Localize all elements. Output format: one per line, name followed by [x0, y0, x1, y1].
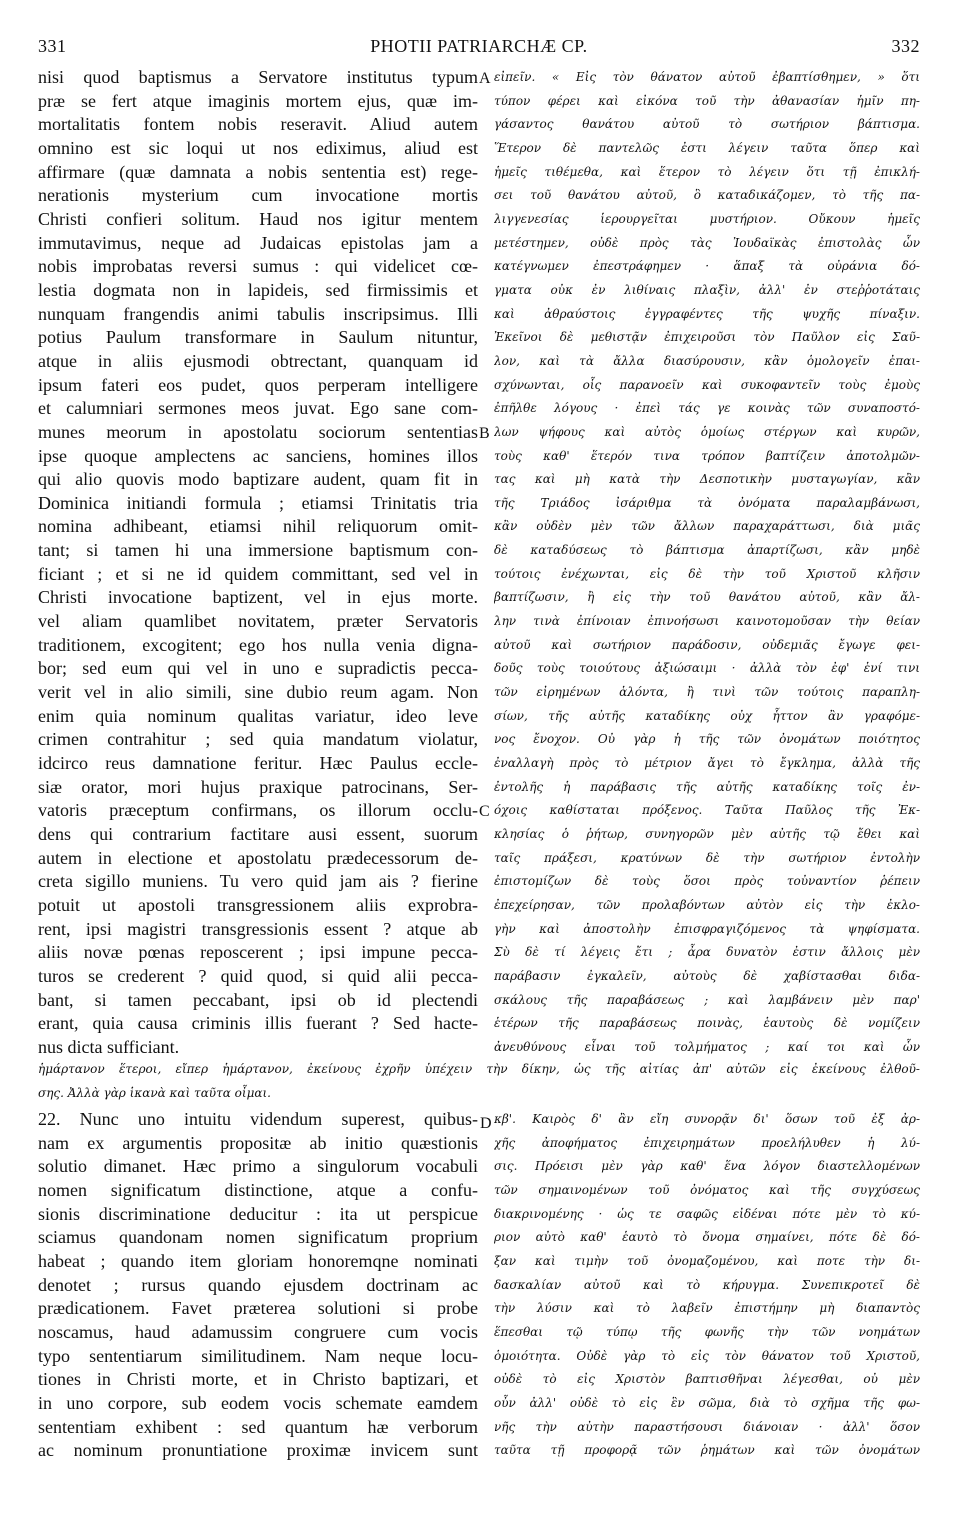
text-line: ταῖς πράξεσι, κρατύνων δὲ τὴν σωτήριον ἐντολὴν: [494, 850, 920, 865]
text-line: habeat ; quando item gloriam honoremqne nominati: [38, 1250, 478, 1271]
text-line: λον, καὶ τὰ ἄλλα διασύρουσιν, κἂν ὁμολογεῖν ἐπαι-: [494, 353, 920, 368]
running-title: PHOTII PATRIARCHÆ CP.: [370, 36, 588, 56]
text-line: mortalitatis fontem nobis reseravit. Aliud autem: [38, 114, 478, 135]
text-line: munes meorum in apostolatu sociorum sententias: [38, 421, 478, 442]
text-line: tiones in Christi morte, et in Christo baptizari, et: [38, 1369, 478, 1390]
text-line: nisi quod baptismus a Servatore institutus typum: [38, 67, 478, 87]
text-line: κατέγνωμεν ἐπεστράφημεν · ἅπαξ τὰ οὐράνια δό-: [494, 259, 920, 274]
page-number-right: 332: [891, 36, 920, 56]
text-line: potuit ut apostoli transgressionem aliis exprobra-: [38, 894, 478, 915]
text-line: ipse quoque amplectens ac sanciens, homines illos: [38, 445, 478, 466]
text-line: ipsum fateri eos pudet, quos perperam intelligere: [38, 374, 478, 395]
text-line: σίων, τῆς αὐτῆς καταδίκης οὐχ ἧττον ἂν γραφόμε-: [494, 708, 920, 723]
text-line: τῆς Τριάδος ἰσάριθμα τὰ ὀνόματα παραλαμβάνωσι,: [494, 495, 920, 510]
text-line: σκάλους τῆς παραβάσεως ; καὶ λαμβάνειν μὲν παρ': [494, 992, 920, 1007]
text-line: αὐτοῦ καὶ σωτήριον παράδοσιν, οὐδεμιᾶς ἔγωγε φει-: [494, 637, 920, 652]
text-line: crimen contrahitur ; sed quia mandatum violatur,: [38, 729, 478, 750]
text-line: nunquam frangendis animi tabulis inscripsimus. Illi: [38, 303, 478, 324]
text-line: creta sigillo muniens. Tu vero quid jam ais ? fierine: [38, 871, 478, 892]
text-line: ἀνευθύνους εἶναι τοῦ τολμήματος ; καί τοι καὶ ὧν: [494, 1039, 920, 1054]
text-line: lestia dogmata non in lapideis, sed firmissimis et: [38, 279, 478, 300]
text-line: nerationis mysterium cum invocatione mortis: [38, 185, 478, 206]
text-line: turos se crederent ? quid quod, si quid alii pecca-: [38, 965, 478, 986]
text-line: λιγγενεσίας ἱερουργεῖται μυστήριον. Οὔκουν ἡμεῖς: [494, 211, 920, 226]
text-line: κλησίας ὁ ῥήτωρ, συνηγορῶν μὲν αὐτῆς τῷ ἔθει καὶ: [494, 827, 920, 841]
text-line: νος ἔνοχον. Οὐ γὰρ ἡ τῆς τῶν ὀνομάτων ποιότητος: [494, 732, 920, 747]
text-line: sciamus quandonam nomen significatum proprium: [38, 1227, 478, 1248]
text-line: rent, ipsi magistri transgressionis essent ? atque ab: [38, 918, 478, 939]
text-line: Christi confieri solitum. Haud nos igitur mentem: [38, 208, 478, 229]
text-line: ἐπεχείρησαν, τῶν προλαβόντων αὐτὸν εἰς τὴν ἐκλο-: [494, 897, 920, 912]
text-line: potius Paulum transformare in Saulum nituntur,: [38, 327, 478, 348]
greek-column-top: [494, 66, 920, 1060]
text-line: γματα οὐκ ἐν λιθίναις πλαξὶν, ἀλλ' ἐν στεῤῥοτάταις: [494, 282, 920, 297]
text-line: Dominica initiandi formula ; etiamsi Trinitatis tria: [38, 492, 478, 513]
text-line: sententiam exhibent : sed quantum hæ verborum: [38, 1416, 478, 1437]
text-line: ριον αὐτὸ καθ' ἑαυτὸ τὸ ὄνομα σημαίνει, πότε δὲ δό-: [494, 1230, 920, 1245]
text-line: dens qui contrarium factitare ausi essent, suorum: [38, 824, 478, 844]
text-line: ἑτέρων τῆς παραβάσεως ποινὰς, ἑαυτοὺς δὲ νομίζειν: [494, 1016, 920, 1031]
text-line: ἡμεῖς τιθέμεθα, καὶ ἕτερον τὸ λέγειν ὅτι τῇ ἐπικλή-: [494, 164, 920, 179]
text-line: typo sententiarum similitudinem. Nam neque locu-: [38, 1345, 478, 1366]
text-line: bor; sed eum qui vel in uno e supradictis pecca-: [38, 658, 478, 679]
text-line: διακρινομένης · ὡς τε σαφῶς εἰδέναι πότε μὲν τὸ κύ-: [494, 1206, 920, 1221]
text-line: ἐναλλαγὴ πρὸς τὸ μέτριον ἄγει τὸ ἔγκλημα, ἀλλὰ τῆς: [494, 756, 920, 771]
text-line: τούτοις ἐνέχωνται, εἰς δὲ τὴν τοῦ Χριστοῦ κλῆσιν: [494, 566, 920, 581]
text-line: atque in aliis ejusmodi obtrectant, quanquam id: [38, 350, 478, 371]
text-line: κἂν οὐδὲν μὲν τῶν ἄλλων παραχαράττωσι, διὰ μιᾶς: [494, 519, 920, 534]
text-line: καὶ ἀθραύστοις ἐγγραφέντες τῆς ψυχῆς πίναξιν.: [494, 306, 920, 321]
text-line: λων ψήφους καὶ αὐτὸς ὁμοίως στέργων καὶ κυρῶν,: [494, 424, 920, 439]
text-line: nomen significatum distinctione, atque a confu-: [38, 1179, 478, 1200]
text-line: χῆς ἀποφήματος ἐπιχειρημάτων προελήλυθεν ἡ λύ-: [494, 1135, 920, 1150]
text-line: affirmare (quæ damnata a nobis sententia est) rege-: [38, 161, 478, 182]
text-line: ἡμάρτανον ἕτεροι, εἴπερ ἡμάρτανον, ἐκείνους ἐχρῆν ὑπέχειν τὴν δίκην, ὡς τῆς αἰτίας ἀπ' αὐτῶν εἰς ἐκείνους ἐλθοῦ-: [38, 1062, 920, 1076]
text-line: nobis improbatas reversi sumus : qui videlicet cœ-: [38, 256, 478, 277]
text-line: οὐδὲ τὸ εἰς Χριστὸν βαπτισθῆναι λέγεσθαι, οὐ μὲν: [494, 1372, 920, 1387]
text-line: vel aliam quamlibet novitatem, præter Servatoris: [38, 611, 478, 632]
text-line: tant; si tamen hi una immersione baptismum con-: [38, 540, 478, 561]
text-line: Christi invocatione baptizent, vel in ejus morte.: [38, 587, 478, 608]
text-line: sionis discriminatione deducitur : ita ut perspicue: [38, 1203, 478, 1224]
text-line: præ se fert atque imaginis mortem ejus, quæ im-: [38, 90, 478, 111]
latin-column-bottom: [38, 1108, 478, 1463]
text-line: ὁμοιότητα. Οὐδὲ γὰρ τὸ εἰς τὸν θάνατον τοῦ Χριστοῦ,: [494, 1348, 920, 1363]
text-line: qui alio quovis modo baptizare audent, quam fit in: [38, 469, 478, 490]
text-line: bant, si tamen peccabant, ipsi ob id plectendi: [38, 989, 478, 1010]
running-header: [38, 36, 920, 58]
text-line: τῶν εἰρημένων ἁλόντα, ἢ τινὶ τῶν τούτοις παραπλη-: [494, 685, 920, 700]
text-line: 22. Nunc uno intuitu videndum superest, quibus-: [38, 1109, 478, 1129]
text-line: noscamus, haud adamussim congruere cum vocis: [38, 1321, 478, 1342]
text-line: idcirco reus damnatione feritur. Hæc Paulus eccle-: [38, 753, 478, 774]
text-line: ficiant ; et si ne id quidem committant, sed vel in: [38, 563, 478, 584]
text-line: Ἕτερον δὲ παντελῶς ἐστι λέγειν ταῦτα ὅπερ καὶ: [494, 140, 920, 155]
text-line: ταῦτα τῇ προφορᾷ τῶν ῥημάτων καὶ τῶν ὀνομάτων: [494, 1443, 920, 1458]
text-line: λην τινὰ ἐπίνοιαν ἐπινοήσωσι καινοτομοῦσαν τὴν θείαν: [494, 614, 920, 629]
text-line: γάσαντος θανάτου αὐτοῦ τὸ σωτήριον βάπτισμα.: [494, 117, 920, 132]
text-line: τας καὶ μὴ κατὰ τὴν Δεσποτικὴν μυσταγωγίαν, κἂν: [494, 472, 920, 487]
text-line: τοὺς καθ' ἕτερόν τινα τρόπον βαπτίζειν ἀποτολμῶν-: [494, 448, 920, 463]
section-marker-d: D: [480, 1115, 492, 1132]
text-line: prædicationem. Favet præterea solutioni si probe: [38, 1298, 478, 1319]
text-line: ἐπῆλθε λόγους · ἐπεὶ τάς γε κοινὰς τῶν συναποστό-: [494, 401, 920, 416]
text-line: verit vel in alio simili, sine dubio reum agam. Non: [38, 682, 478, 703]
text-line: omnino est sic loqui ut nos ediximus, aliud est: [38, 137, 478, 158]
text-line: γὴν καὶ ἀποστολὴν ἐπισφραγιζόμενος τὰ ψηφίσματα.: [494, 921, 920, 936]
text-line: κβ'. Καιρὸς δ' ἂν εἴη συνορᾷν δι' ὅσων τοῦ ἐξ ἀρ-: [494, 1112, 920, 1126]
text-line: ἕπεσθαι τῷ τύπῳ τῆς φωνῆς τὴν τῶν νοημάτων: [494, 1324, 920, 1339]
greek-column-bottom: [494, 1108, 920, 1463]
text-line: βαπτίζωσιν, ἢ εἰς τὴν τοῦ θανάτου αὐτοῦ, κἂν ἄλ-: [494, 590, 920, 605]
text-line: οὖν ἀλλ' οὐδὲ τὸ εἰς ἓν σῶμα, διὰ τὸ σχῆμα τῆς φω-: [494, 1395, 920, 1410]
text-line: erant, quia causa criminis illis fuerant ? Sed hacte-: [38, 1013, 478, 1034]
text-line: δὲ καταδύσεως τὸ βάπτισμα ἀπαρτίζωσι, κἂν μηδὲ: [494, 543, 920, 558]
text-line: ξαν καὶ τιμὴν τοῦ ὀνομαζομένου, καὶ ποτε τὴν δι-: [494, 1253, 920, 1268]
text-line: siæ orator, mori hujus praxique patrocinans, Ser-: [38, 776, 478, 797]
text-line: σει τοῦ θανάτου αὐτοῦ, ὃ καταδικάζομεν, τὸ τῆς πα-: [494, 188, 920, 203]
text-line: nus dicta sufficiant.: [38, 1036, 180, 1057]
text-line: μετέστημεν, οὐδὲ πρὸς τὰς Ἰουδαϊκὰς ἐπιστολὰς ὧν: [494, 235, 920, 250]
page-number-left: 331: [38, 36, 67, 56]
text-line: ἐντολῆς ἡ παράβασις τῆς αὐτῆς καταδίκης τοῖς ἐν-: [494, 779, 920, 794]
text-line: traditionem, excogitent; ego hos nulla venia digna-: [38, 634, 478, 655]
text-line: νῆς τὴν αὐτὴν παραστήσουσι διάνοιαν · ἀλλ' ὅσον: [494, 1419, 920, 1434]
text-line: όχοις καθίσταται πρόξενος. Ταῦτα Παῦλος τῆς Ἐκ-: [494, 803, 920, 818]
text-line: immutavimus, neque ad Judaicas epistolas jam a: [38, 232, 478, 253]
text-line: Ἐκεῖνοι δὲ μεθιστᾷν ἐπιχειροῦσι τὸν Παῦλον εἰς Σαῦ-: [494, 330, 920, 345]
text-line: τύπον φέρει καὶ εἰκόνα τοῦ τὴν ἀθανασίαν ἡμῖν πη-: [494, 93, 920, 108]
text-line: ac nominum pronuntiatione proximæ invicem sunt: [38, 1440, 478, 1461]
text-line: aliis novæ pœnas reposcerent ; ipsi impune pecca-: [38, 942, 478, 963]
section-marker-b: B: [479, 425, 490, 442]
text-line: παράβασιν ἐγκαλεῖν, αὐτοὺς δὲ χαβίστασθαι διδα-: [494, 968, 920, 983]
text-line: in uno corpore, sub eodem vocis schemate eamdem: [38, 1392, 478, 1413]
text-line: τὴν λύσιν καὶ τὸ λαβεῖν ἐπιστήμην μὴ διαπαντὸς: [494, 1301, 920, 1316]
text-line: vatoris præceptum confirmans, os illorum occlu-: [38, 800, 478, 821]
text-line: autem in electione et apostolatu prædecessorum de-: [38, 847, 478, 868]
greek-full-width-lines: [38, 1058, 920, 1105]
text-line: τῶν σημαινομένων τοῦ ὀνόματος καὶ τῆς συγχύσεως: [494, 1182, 920, 1197]
text-line: εἰπεῖν. « Εἰς τὸν θάνατον αὐτοῦ ἐβαπτίσθημεν, » ὅτι: [494, 70, 920, 84]
text-line: Σὺ δὲ τί λέγεις ἔτι ; ἆρα δυνατὸν ἐστιν ἄλλοις μὲν: [494, 945, 920, 960]
text-line: enim quia nominum qualitas variatur, ideo leve: [38, 705, 478, 726]
text-line: ἐπιστομίζων δὲ τοὺς ὅσοι πρὸς τοὐναντίον ῥέπειν: [494, 874, 920, 889]
latin-column-top: [38, 66, 478, 1060]
text-line: σης. Ἀλλὰ γὰρ ἱκανὰ καὶ ταῦτα οἶμαι.: [38, 1085, 271, 1100]
text-line: et calumniari sermones meos juvat. Ego sane com-: [38, 398, 478, 419]
text-line: nomina adhibeant, etiamsi nihil reliquorum omit-: [38, 516, 478, 537]
text-line: δοῦς τοὺς τοιούτους ἀξιώσαιμι · ἀλλὰ τὸν ἐφ' ἑνί τινι: [494, 661, 920, 676]
text-line: δασκαλίαν αὐτοῦ καὶ τὸ κήρυγμα. Συνεπικροτεῖ δὲ: [494, 1277, 920, 1292]
section-marker-c: C: [479, 803, 490, 820]
text-line: σις. Πρόεισι μὲν γὰρ καθ' ἕνα λόγον διαστελλομένων: [494, 1159, 920, 1174]
section-marker-a: A: [479, 70, 491, 87]
text-line: nam ex argumentis propositæ ab initio quæstionis: [38, 1132, 478, 1153]
text-line: denotet ; rursus quando ejusdem doctrinam ac: [38, 1274, 478, 1295]
text-line: solutio dimanet. Hæc primo a singulorum vocabuli: [38, 1156, 478, 1177]
text-line: σχύνωνται, οἷς παρανοεῖν καὶ συκοφαντεῖν τοὺς ἐμοὺς: [494, 377, 920, 392]
